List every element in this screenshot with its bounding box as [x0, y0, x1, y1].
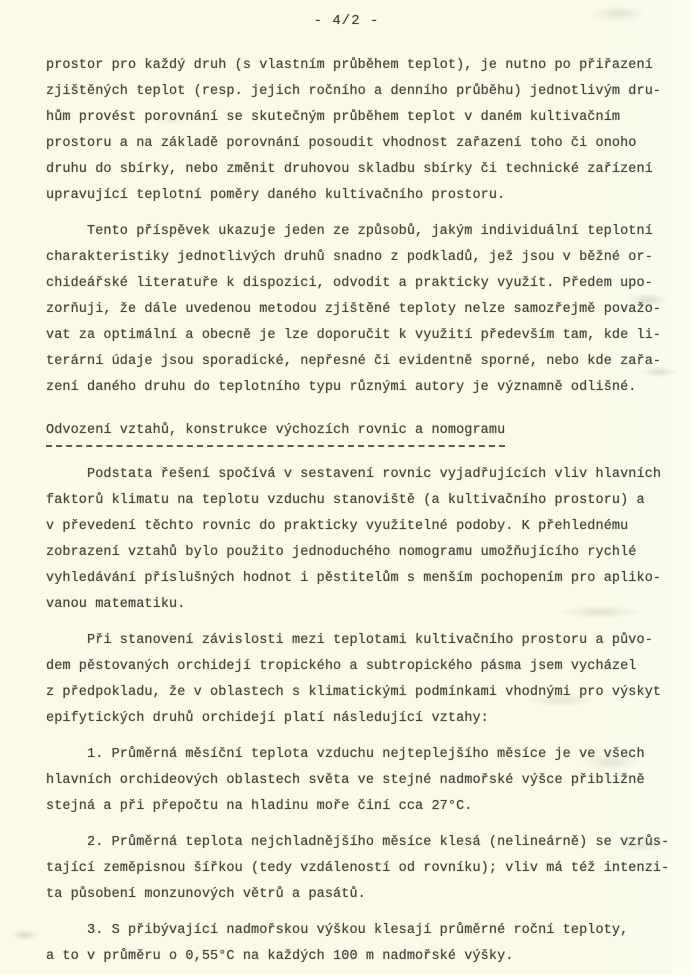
page-number: - 4/2 - — [313, 13, 380, 29]
text-line: 3. S přibývající nadmořskou výškou klesají průměrné roční teploty, — [87, 923, 629, 938]
document-body — [46, 53, 670, 970]
paragraph-solution-principle — [46, 462, 667, 618]
text-line: zorňuji, že dále uvedenou metodou zjištěné teploty nelze samozřejmě považo- — [46, 302, 662, 317]
text-line: stejná a při přepočtu na hladinu moře činí cca 27°C. — [46, 799, 473, 814]
text-line: Podstata řešení spočívá v sestavení rovnic vyjadřujících vliv hlavních — [87, 467, 662, 482]
text-line: 2. Průměrná teplota nejchladnějšího měsíce klesá (nelineárně) se vzrůs- — [87, 835, 670, 850]
text-line: vat za optimální a obecně je lze doporučit k využití především tam, kde li- — [46, 328, 662, 343]
list-item-3 — [46, 918, 667, 970]
text-line: chideářské literatuře k dispozici, odvodit a prakticky využít. Předem upo- — [46, 276, 653, 291]
text-line: hům provést porovnání se skutečným průběhem teplot v daném kultivačním — [46, 110, 621, 125]
section-heading-text: Odvození vztahů, konstrukce výchozích rovnic a nomogramu — [46, 418, 505, 447]
text-line: upravující teplotní poměry daného kultivačního prostoru. — [46, 188, 506, 203]
section-heading — [46, 418, 667, 447]
text-line: Při stanovení závislosti mezi teplotami kultivačního prostoru a půvo- — [87, 633, 653, 648]
paragraph-continuation — [46, 53, 667, 209]
text-line: ta působení monzunových větrů a pasátů. — [46, 887, 366, 902]
text-line: vanou matematiku. — [46, 597, 186, 612]
list-item-1 — [46, 742, 667, 820]
text-line: v převedení těchto rovnic do prakticky využitelné podoby. K přehlednému — [46, 519, 629, 534]
list-item-2 — [46, 830, 670, 908]
text-line: tající zeměpisnou šířkou (tedy vzdáleností od rovníku); vliv má též intenzi- — [46, 861, 670, 876]
text-line: prostoru a na základě porovnání posoudit vhodnost zařazení toho či onoho — [46, 136, 637, 151]
text-line: terární údaje jsou sporadické, nepřesné či evidentně sporné, nebo kde zařa- — [46, 354, 662, 369]
text-line: zobrazení vztahů bylo použito jednoduchého nomogramu umožňujícího rychlé — [46, 545, 637, 560]
text-line: Tento příspěvek ukazuje jeden ze způsobů, jakým individuální teplotní — [87, 224, 653, 239]
text-line: zjištěných teplot (resp. jejich ročního a denního průběhu) jednotlivým dru- — [46, 84, 662, 99]
text-line: faktorů klimatu na teplotu vzduchu stanoviště (a kultivačního prostoru) a — [46, 493, 645, 508]
paragraph-method-intro — [46, 219, 667, 401]
text-line: a to v průměru o 0,55°C na každých 100 m nadmořské výšky. — [46, 949, 514, 964]
text-line: hlavních orchideových oblastech světa ve stejné nadmořské výšce přibližně — [46, 773, 645, 788]
text-line: druhu do sbírky, nebo změnit druhovou skladbu sbírky či technické zařízení — [46, 162, 653, 177]
text-line: dem pěstovaných orchidejí tropického a subtropického pásma jsem vycházel — [46, 659, 637, 674]
paragraph-assumptions-intro — [46, 628, 667, 732]
text-line: vyhledávání příslušných hodnot i pěstitelům s menším pochopením pro apliko- — [46, 571, 662, 586]
text-line: 1. Průměrná měsíční teplota vzduchu nejteplejšího měsíce je ve všech — [87, 747, 645, 762]
text-line: charakteristiky jednotlivých druhů snadno z podkladů, jež jsou v běžné or- — [46, 250, 653, 265]
text-line: prostor pro každý druh (s vlastním průběhem teplot), je nutno po přiřazení — [46, 58, 653, 73]
text-line: zení daného druhu do teplotního typu různými autory je významně odlišné. — [46, 380, 637, 395]
text-line: z předpokladu, že v oblastech s klimatickými podmínkami vhodnými pro výskyt — [46, 685, 662, 700]
text-line: epifytických druhů orchidejí platí následující vztahy: — [46, 711, 489, 726]
